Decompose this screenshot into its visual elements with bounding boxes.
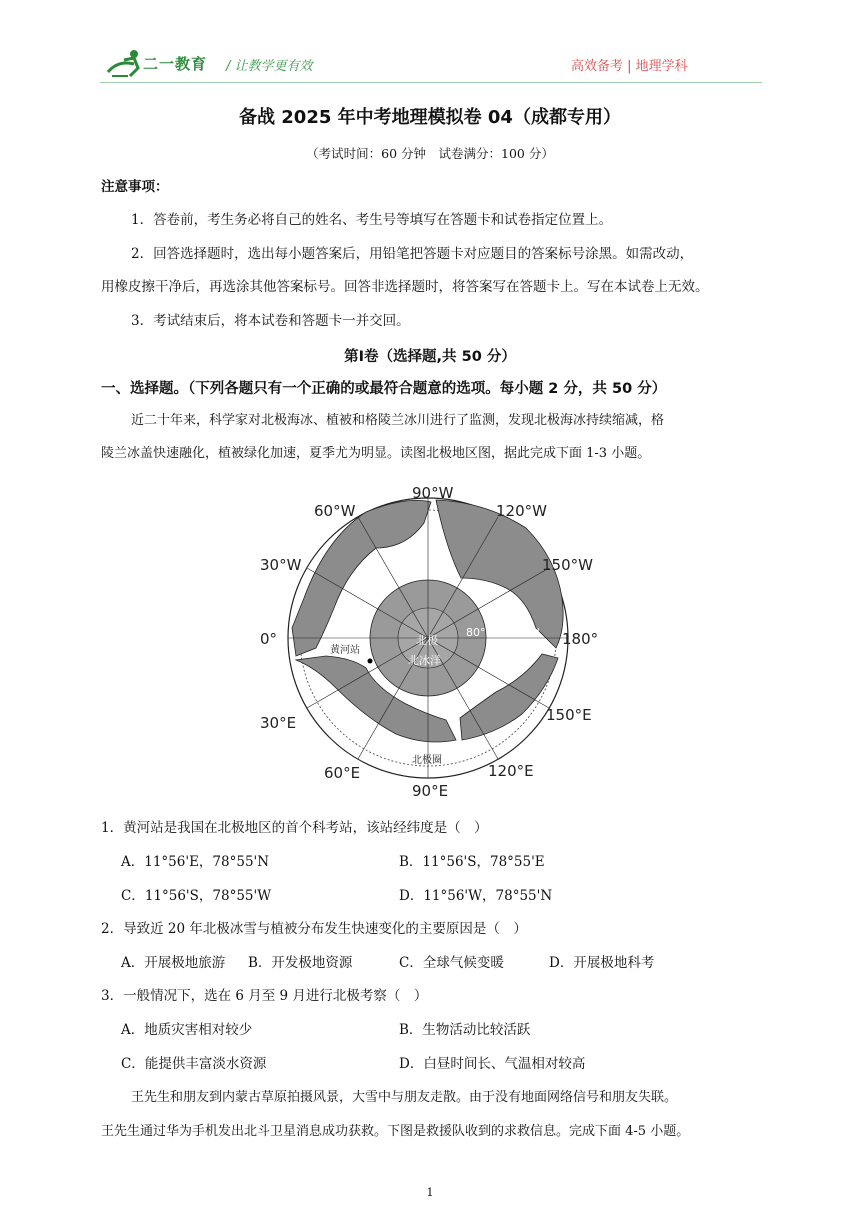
label-arctic-circle: 北极圈 bbox=[412, 755, 442, 766]
intro1-line1: 近二十年来，科学家对北极海冰、植被和格陵兰冰川进行了监测，发现北极海冰持续缩减，格 bbox=[131, 413, 665, 428]
question-1-option-a[interactable]: A．11°56'E，78°55'N bbox=[121, 854, 270, 870]
intro2-line2: 王先生通过华为手机发出北斗卫星消息成功获救。下图是救援队收到的求救信息。完成下面 4-5 小题。 bbox=[101, 1124, 690, 1139]
note-2-cont: 用橡皮擦干净后，再选涂其他答案标号。回答非选择题时，将答案写在答题卡上。写在本试卷上无效。 bbox=[101, 279, 709, 295]
question-1-stem: 1．黄河站是我国在北极地区的首个科考站，该站经纬度是（ ） bbox=[101, 820, 488, 836]
brand-logo-text: 二一教育 bbox=[143, 55, 208, 73]
question-2-option-b[interactable]: B．开发极地资源 bbox=[248, 955, 353, 971]
intro1-line2: 陵兰冰盖快速融化，植被绿化加速，夏季尤为明显。读图北极地区图，据此完成下面 1-3 小题。 bbox=[101, 446, 651, 461]
question-2-option-a[interactable]: A．开展极地旅游 bbox=[121, 955, 226, 971]
page-title: 备战 2025 年中考地理模拟卷 04（成都专用） bbox=[239, 107, 621, 128]
question-1-option-b[interactable]: B．11°56'S，78°55'E bbox=[399, 854, 545, 870]
note-3: 3．考试结束后，将本试卷和答题卡一并交回。 bbox=[131, 313, 410, 329]
exam-info: （考试时间：60 分钟 试卷满分：100 分） bbox=[306, 146, 554, 161]
label-180: 180° bbox=[562, 630, 599, 648]
note-1: 1．答卷前，考生务必将自己的姓名、考生号等填写在答题卡和试卷指定位置上。 bbox=[131, 212, 613, 228]
label-60w: 60°W bbox=[314, 502, 356, 520]
intro2-line1: 王先生和朋友到内蒙古草原拍摄风景，大雪中与朋友走散。由于没有地面网络信号和朋友失联。 bbox=[131, 1090, 678, 1105]
section-title: 第Ⅰ卷（选择题,共 50 分） bbox=[344, 349, 516, 365]
header-slogan: / 让教学更有效 bbox=[226, 59, 313, 74]
label-70n: 70°N bbox=[512, 626, 540, 639]
question-3-stem: 3．一般情况下，选在 6 月至 9 月进行北极考察（ ） bbox=[101, 988, 428, 1004]
header-subject: 高效备考 | 地理学科 bbox=[571, 59, 688, 74]
label-90w: 90°W bbox=[412, 484, 454, 502]
question-2-stem: 2．导致近 20 年北极冰雪与植被分布发生快速变化的主要原因是（ ） bbox=[101, 921, 527, 937]
question-2-option-d[interactable]: D．开展极地科考 bbox=[549, 955, 655, 971]
label-60e: 60°E bbox=[324, 764, 361, 782]
label-90e: 90°E bbox=[412, 782, 449, 800]
page-number: 1 bbox=[426, 1186, 434, 1199]
label-station: 黄河站 bbox=[330, 645, 360, 656]
question-3-option-a[interactable]: A．地质灾害相对较少 bbox=[121, 1022, 253, 1038]
question-3-option-c[interactable]: C．能提供丰富淡水资源 bbox=[121, 1056, 267, 1072]
question-1-option-d[interactable]: D．11°56'W，78°55'N bbox=[399, 888, 553, 904]
label-150w: 150°W bbox=[542, 556, 593, 574]
note-2: 2．回答选择题时，选出每小题答案后，用铅笔把答题卡对应题目的答案标号涂黑。如需改动， bbox=[131, 246, 694, 262]
notes-label: 注意事项： bbox=[101, 179, 169, 195]
question-3-option-b[interactable]: B．生物活动比较活跃 bbox=[399, 1022, 531, 1038]
question-2-option-c[interactable]: C．全球气候变暖 bbox=[399, 955, 504, 971]
label-ocean: 北冰洋 bbox=[408, 654, 441, 667]
question-1-option-c[interactable]: C．11°56'S，78°55'W bbox=[121, 888, 272, 904]
label-120w: 120°W bbox=[496, 502, 547, 520]
label-80n: 80°N bbox=[466, 626, 494, 639]
label-pole: 北极 bbox=[416, 634, 438, 647]
arctic-map bbox=[256, 478, 606, 800]
label-30w: 30°W bbox=[260, 556, 302, 574]
header-divider bbox=[100, 82, 762, 83]
label-150e: 150°E bbox=[546, 706, 592, 724]
label-30e: 30°E bbox=[260, 714, 297, 732]
part-title: 一、选择题。（下列各题只有一个正确的或最符合题意的选项。每小题 2 分，共 50 分） bbox=[101, 381, 667, 397]
label-120e: 120°E bbox=[488, 762, 534, 780]
label-0: 0° bbox=[260, 630, 278, 648]
question-3-option-d[interactable]: D．白昼时间长、气温相对较高 bbox=[399, 1056, 586, 1072]
